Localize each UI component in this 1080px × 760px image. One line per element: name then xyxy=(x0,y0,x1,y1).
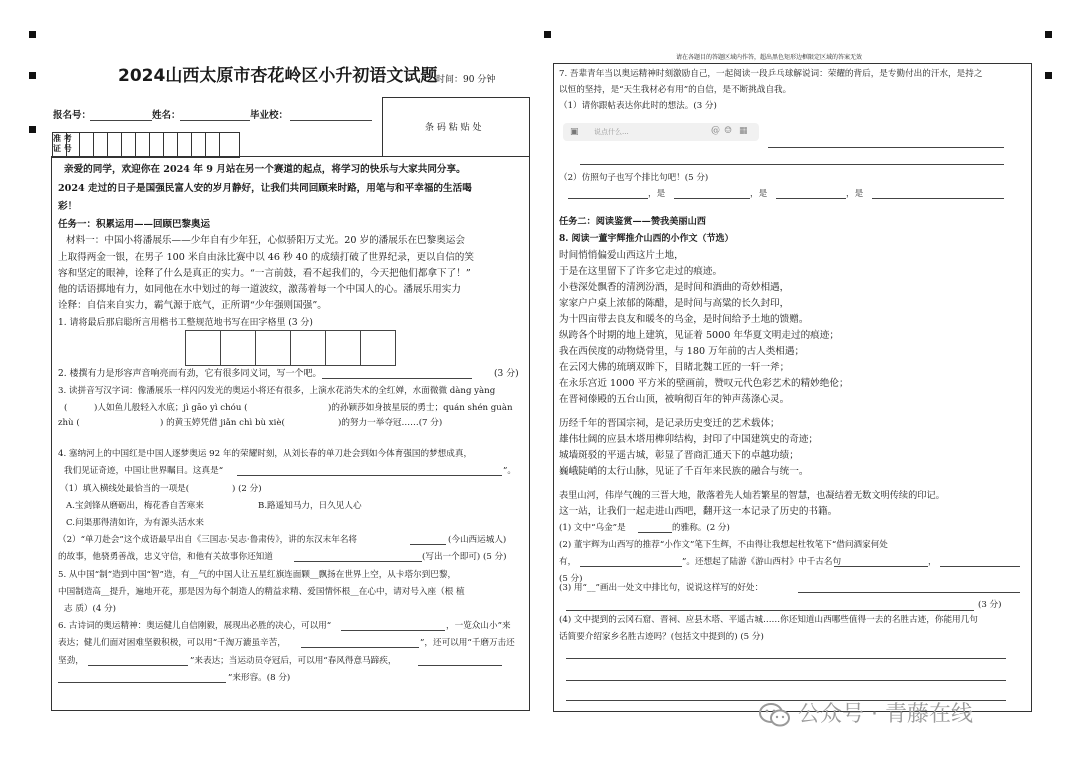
q3-text: ) 的黄玉婷凭借 jiǎn chì bù xiè( xyxy=(160,418,285,428)
q4-text: ”。 xyxy=(503,466,516,476)
q4-text: ) (2 分) xyxy=(232,484,262,494)
q6-line-2[interactable] xyxy=(301,647,419,648)
s2-answer-line[interactable] xyxy=(834,566,928,567)
q2-answer-line[interactable] xyxy=(322,378,472,379)
q4-text: (今山西运城人) xyxy=(448,535,507,545)
q4-text: 我们见证奇迹，中国让世界瞩目。这真是“ xyxy=(64,466,224,476)
s2-answer-line[interactable] xyxy=(580,566,682,567)
q6-text: ”，还可以用“千磨万击还 xyxy=(420,638,515,648)
q7-answer-line[interactable] xyxy=(768,147,1004,148)
q3-text: )的努力一举夺冠……(7 分) xyxy=(338,418,443,428)
intro-line-3: 彩！ xyxy=(58,201,78,212)
q7-is-1: ，是 xyxy=(648,189,666,199)
passage-line: 在永乐宫近 1000 平方米的壁画前，赞叹元代色彩艺术的精妙绝伦； xyxy=(559,378,849,389)
q2-score: (3 分) xyxy=(494,369,519,379)
s4-answer-line[interactable] xyxy=(566,658,1006,659)
q4-text: (写出一个即可) (5 分) xyxy=(422,552,507,562)
q3-text: )人如鱼儿般轻入水底；jì gāo yì chóu ( xyxy=(94,403,248,413)
exam-title: 2024山西太原市杏花岭区小升初语文试题 xyxy=(118,66,438,86)
q6-line-4[interactable] xyxy=(418,665,502,666)
q5-text: 中国制造高__提升，遍地开花，那是因为每个制造人的精益求精、爱国情怀根__在心中，请对号入座（根 植 xyxy=(58,587,465,597)
s3-answer-line[interactable] xyxy=(798,592,1020,593)
name-field[interactable] xyxy=(180,120,250,121)
q6-text: ，一览众山小”来 xyxy=(446,621,511,631)
registration-mark xyxy=(29,72,36,79)
material-line: 诠释：自信来自实力，霸气源于底气，正所谓“少年强则国强”。 xyxy=(58,300,327,311)
passage-line: 历经千年的晋国宗祠，是记录历史变迁的艺术载体； xyxy=(559,418,780,429)
q5-text: 志 质）(4 分) xyxy=(64,604,117,614)
question-2: 2. 楼撰有力是形容声音响亮而有劲，它有很多同义词，写一个吧。 xyxy=(58,369,322,379)
q7-parallel-line[interactable] xyxy=(568,198,648,199)
q7-parallel-line[interactable] xyxy=(872,198,1004,199)
passage-line: 为十四亩带去良友和暖冬的乌金，是时间给予土地的馈赠。 xyxy=(559,314,809,325)
q7-sub-2: （2）仿照句子也写个排比句吧！(5 分) xyxy=(559,173,709,183)
q8-sub-2: (2) 董宇辉为山西写的推荐“小作文”笔下生辉，不由得让我想起杜牧笔下“借问酒家何处 xyxy=(559,540,888,550)
question-7: 7. 吾辈青年当以奥运精神时刻激励自己，一起阅读一段乒乓球解说词：荣耀的背后，是专勤付出的汗水，是持之 xyxy=(559,69,983,79)
registration-mark xyxy=(29,126,36,133)
q7-parallel-line[interactable] xyxy=(674,198,750,199)
q7-parallel-line[interactable] xyxy=(776,198,846,199)
passage-line: 纵跨各个时期的地上建筑，见证着 5000 年华夏文明走过的痕迹； xyxy=(559,330,839,341)
barcode-label: 条 码 粘 贴 处 xyxy=(425,123,482,133)
q3-text: ( xyxy=(64,403,68,413)
question-3: 3. 读拼音写汉字词：像潘展乐一样闪闪发光的奥运小将还有很多，上演水花消失术的全红婵，水面微微 dàng yàng xyxy=(58,386,496,396)
q4-option-a[interactable]: A.宝剑锋从磨砺出，梅花香自苦寒来 xyxy=(66,501,204,511)
q6-text: ”来形容。(8 分) xyxy=(228,673,291,683)
q6-line-3[interactable] xyxy=(88,665,188,666)
comment-placeholder: 说点什么... xyxy=(594,128,629,136)
q4-text: （1）填入横线处最恰当的一项是( xyxy=(60,484,190,494)
q4-answer-line[interactable] xyxy=(237,475,502,476)
passage-line: 家家户户桌上浓郁的陈醋，是时间与高粱的长久封印， xyxy=(559,298,790,309)
q8-sub-4: (4) 文中提到的云冈石窟、晋祠、应县木塔、平遥古城……你还知道山西哪些值得一去的名胜古迹，你能用几句 xyxy=(559,615,978,625)
admit-label-1: 准 考 xyxy=(53,133,72,143)
material-line: 材料一：中国小将潘展乐——少年自有少年狂，心似骄阳万丈光。20 岁的潘展乐在巴黎奥运会 xyxy=(66,235,466,246)
registration-mark xyxy=(544,31,551,38)
s3-answer-line[interactable] xyxy=(566,610,974,611)
q7-is-2: ，是 xyxy=(750,189,768,199)
signup-field[interactable] xyxy=(90,120,152,121)
q8-sub-2-text: (5 分) xyxy=(559,574,583,584)
passage-line: 在云冈大佛的琉璃双眸下，目睹北魏工匠的一轩一斧； xyxy=(559,362,790,373)
passage-line: 表里山河，伟岸气魄的三晋大地，散落着先人灿若繁星的智慧，也凝结着无数文明传续的印记。 xyxy=(559,490,945,501)
q6-line-1[interactable] xyxy=(341,630,445,631)
q4-story-line[interactable] xyxy=(294,561,422,562)
q8-sub-2-text: ”。还想起了陆游《游山西村》中千古名句 xyxy=(682,557,842,567)
registration-mark xyxy=(1045,31,1052,38)
material-line: 容和坚定的眼神，诠释了什么是真正的实力。“一言前鼓，看不起我们的，今天把他们都拿下了！” xyxy=(58,268,471,279)
admission-number-grid[interactable] xyxy=(52,132,240,158)
passage-line: 我在西侯度的动物烧骨里，与 180 万年前的古人类相遇； xyxy=(559,346,805,357)
q4-text: （2）“单刀赴会”这个成语最早出自《三国志·吴志·鲁肃传》，讲的东汉末年名将 xyxy=(58,535,358,545)
registration-mark xyxy=(1045,72,1052,79)
image-icon[interactable]: ▦ xyxy=(739,126,748,136)
material-line: 上取得两金一银，在男子 100 米自由泳比赛中以 46 秒 40 的成绩打破了世界纪录，更以自信的笑 xyxy=(58,252,474,263)
q7-text: 以恒的坚持，是“天生我材必有用”的自信，是不断挑战自我。 xyxy=(559,85,792,95)
q7-sub-1: （1）请你跟帖表达你此时的想法。(3 分) xyxy=(559,101,717,111)
q8-sub-3-score: (3 分) xyxy=(978,600,1002,610)
s2-answer-line[interactable] xyxy=(940,566,1020,567)
question-8: 8. 阅读一董宇辉推介山西的小作文（节选） xyxy=(559,234,734,244)
school-field[interactable] xyxy=(290,120,372,121)
intro-line-2: 2024 走过的日子是国强民富人安的岁月静好，让我们共同回顾来时路，用笔与和平幸福的生活喝 xyxy=(58,183,472,194)
passage-line: 时间悄悄偏爱山西这片土地， xyxy=(559,250,684,261)
q7-is-3: ，是 xyxy=(846,189,864,199)
name-label: 姓名： xyxy=(152,110,181,121)
q4-name-line[interactable] xyxy=(410,544,446,545)
task-one-heading: 任务一：积累运用——回顾巴黎奥运 xyxy=(58,219,211,230)
s4-answer-line[interactable] xyxy=(566,680,1006,681)
emoji-icon[interactable]: ☺ xyxy=(724,126,733,136)
passage-line: 巍峨陡峭的太行山脉，见证了千百年来民族的融合与统一。 xyxy=(559,466,809,477)
task-two-heading: 任务二：阅读鉴赏——赞我美丽山西 xyxy=(559,216,706,227)
q4-text: 的故事，他骁勇善战，忠义守信，和他有关故事你还知道 xyxy=(58,552,273,562)
passage-line: 于是在这里留下了许多它走过的痕迹。 xyxy=(559,266,723,277)
intro-line-1: 亲爱的同学，欢迎你在 2024 年 9 月站在另一个赛道的起点，将学习的快乐与大家共同分享。 xyxy=(64,164,466,175)
question-5: 5. 从中国“制”造到中国“智”造，有__气的中国人让五星红旗连面颗__飘扬在世界上空，从卡塔尔到巴黎， xyxy=(58,570,457,580)
passage-line: 在晋祠傣殿的五台山顶，被响彻百年的钟声荡涤心灵。 xyxy=(559,394,790,405)
q8-sub-3: (3) 用“__”画出一处文中排比句，说说这样写的好处： xyxy=(559,583,764,593)
q8-sub-1-end: 的雅称。(2 分) xyxy=(672,523,730,533)
registration-mark xyxy=(29,31,36,38)
q8-sub-1: (1) 文中“乌金”是 xyxy=(559,523,626,533)
q7-answer-line[interactable] xyxy=(580,164,1004,165)
comment-icon: ▣ xyxy=(570,127,579,137)
q8-sub-2-text: 有， xyxy=(559,557,577,567)
school-label: 毕业校： xyxy=(250,110,289,121)
q6-text: 坚劲， xyxy=(58,656,84,666)
comment-post-box[interactable] xyxy=(563,123,759,141)
q4-option-b[interactable]: B.路遥知马力，日久见人心 xyxy=(258,501,362,511)
question-1: 1. 请将最后那启聪所言用楷书工整规范地书写在田字格里 (3 分) xyxy=(58,318,313,328)
passage-line: 小巷深处飘香的清洌汾酒，是时间和酒曲的奇妙相遇， xyxy=(559,282,790,293)
question-4: 4. 塞纳河上的中国红是中国人逐梦奥运 92 年的荣耀时刻，从刘长春的单刀赴会到如今体育强国的梦想成真， xyxy=(58,449,473,459)
q6-text: 表达；健儿们面对困难坚毅积极，可以用“千淘万漉虽辛苦， xyxy=(58,638,286,648)
wechat-icon xyxy=(758,702,792,728)
admit-label-2: 证 号 xyxy=(53,143,72,153)
q4-option-c[interactable]: C.问渠那得清如许，为有源头活水来 xyxy=(66,518,204,528)
signup-label: 报名号： xyxy=(53,110,92,121)
q8-sub-2-text: ， xyxy=(928,557,937,567)
q6-line-5[interactable] xyxy=(58,682,226,683)
mention-icon[interactable]: @ xyxy=(711,126,720,136)
q6-text: ”来表达；当运动员夺冠后，可以用“春风得意马蹄疾， xyxy=(190,656,397,666)
passage-line: 城墙斑驳的平遥古城，彰显了晋商汇通天下的卓越功绩； xyxy=(559,450,799,461)
passage-line: 这一站，让我们一起走进山西吧，翻开这一本记录了历史的书籍。 xyxy=(559,506,838,517)
q3-text: )的孙颖莎如身披星辰的勇士；quán shén guàn xyxy=(328,403,513,413)
watermark-text: 公众号 · 青藤在线 xyxy=(798,702,973,727)
q3-text: zhù ( xyxy=(58,418,80,428)
question-6: 6. 古诗词的奥运精神：奥运健儿自信刚毅，展现出必胜的决心，可以用“ xyxy=(58,621,332,631)
passage-line: 雄伟壮阔的应县木塔用榫卯结构，封印了中国建筑史的奇迹； xyxy=(559,434,819,445)
q8-sub-4-text: 话简要介绍家乡名胜古迹吗？(包括文中提到的) (5 分) xyxy=(559,632,764,642)
material-line: 他的话语掷地有力，如同他在水中划过的每一道波纹，激荡着每一个中国人的心。潘展乐用实力 xyxy=(58,284,461,295)
answer-area-note: 请在各题目的答题区域内作答，超出黑色矩形边框限定区域的答案无效 xyxy=(676,54,863,61)
exam-time: 时间：90 分钟 xyxy=(436,75,496,85)
s1-answer-line[interactable] xyxy=(638,532,672,533)
